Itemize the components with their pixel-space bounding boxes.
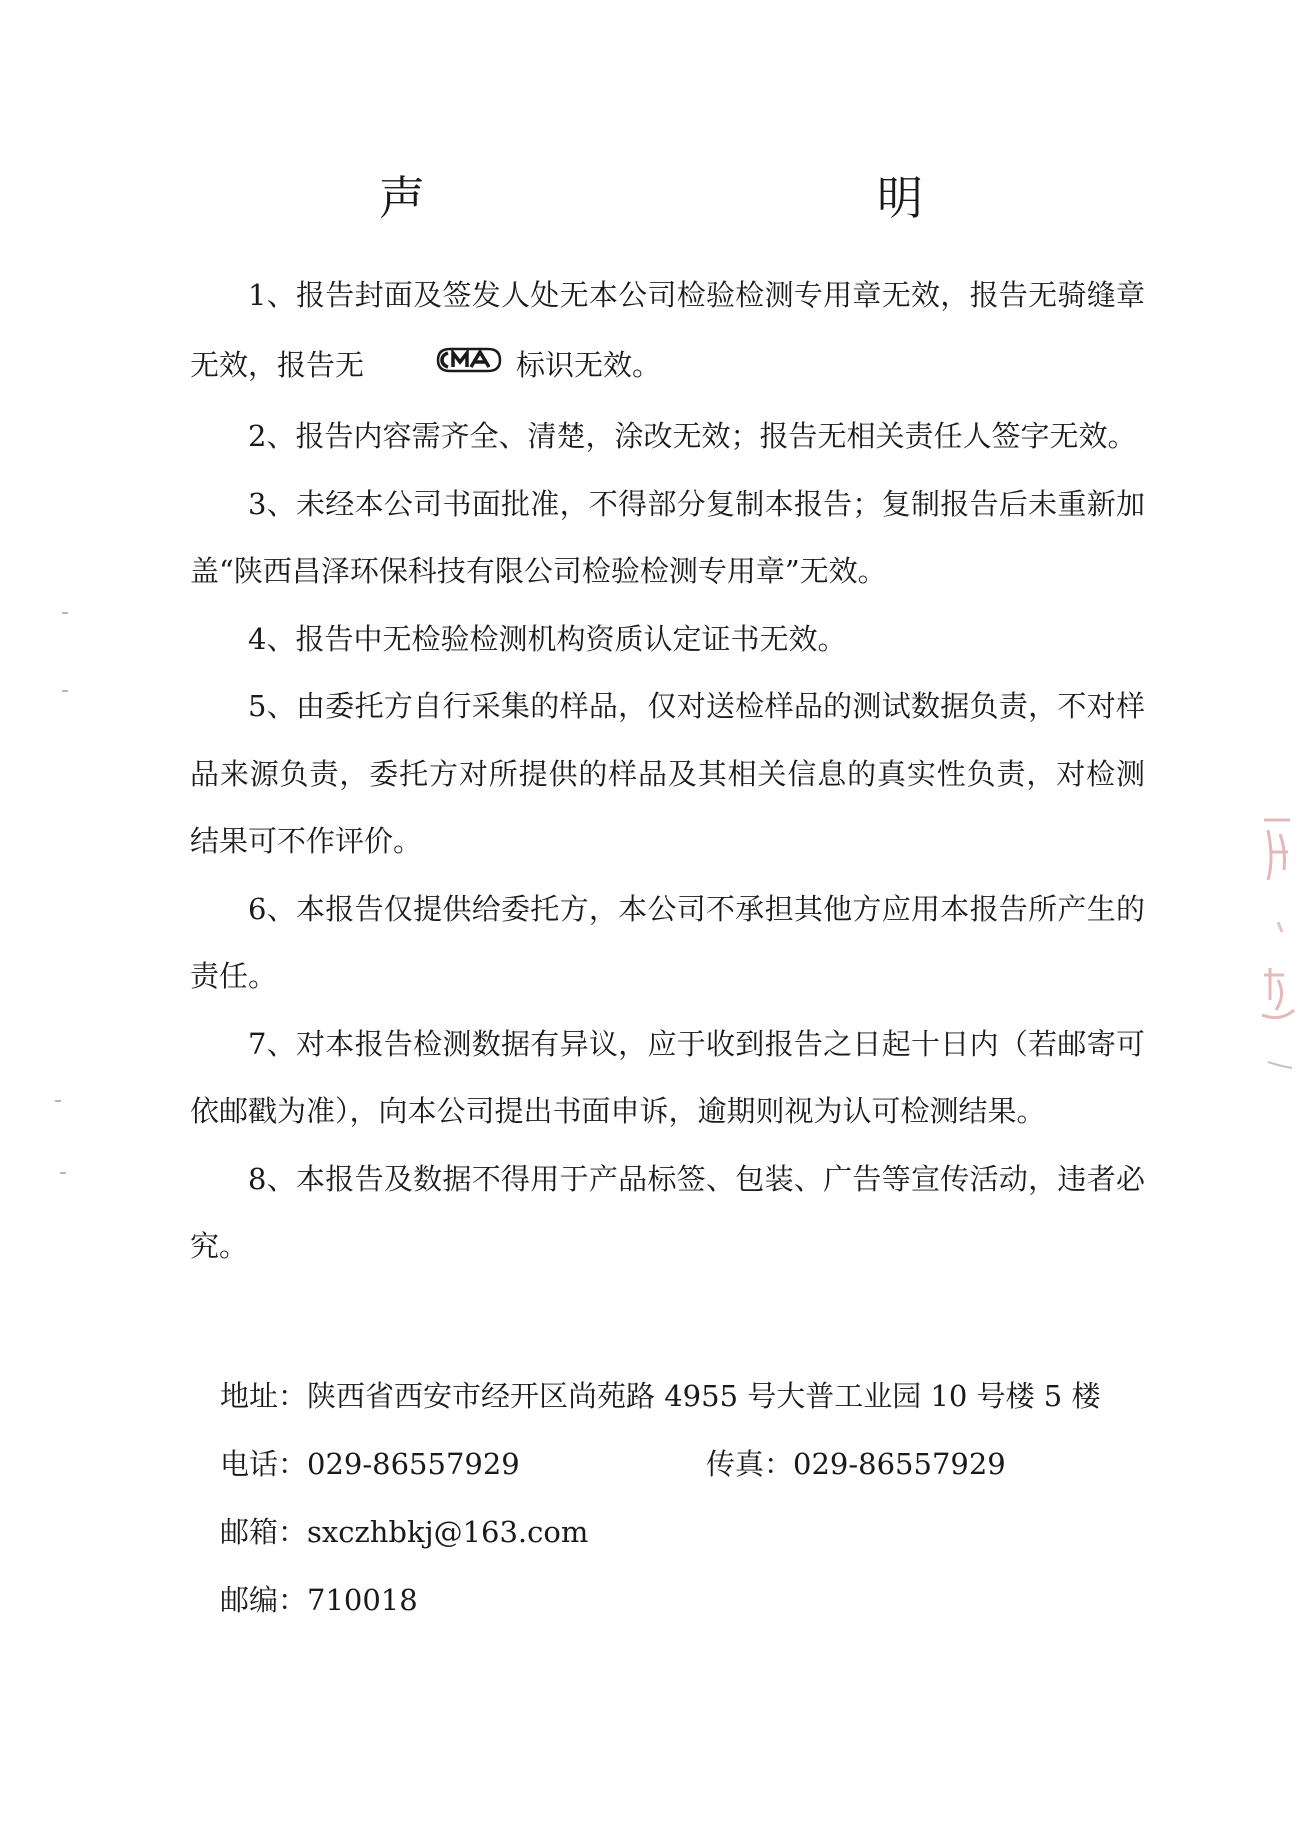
cma-logo-graphic	[436, 347, 502, 373]
contact-phone: 电话：029-86557929	[220, 1447, 520, 1481]
scan-mark	[60, 1172, 66, 1174]
scan-mark	[62, 612, 68, 614]
contact-address: 地址：陕西省西安市经开区尚苑路 4955 号大普工业园 10 号楼 5 楼	[220, 1379, 1101, 1413]
page-title: 声 明	[379, 171, 1043, 225]
clause-2: 2、报告内容需齐全、清楚，涂改无效；报告无相关责任人签字无效。	[248, 419, 1137, 453]
scan-mark	[55, 1100, 61, 1102]
seam-stamp-fragment-icon	[1250, 800, 1302, 1070]
clause-1-text: 1、报告封面及签发人处无本公司检验检测专用章无效，报告无骑缝章无效，报告无	[190, 278, 1145, 382]
contact-phone-row	[220, 1430, 1160, 1498]
clause-3: 3、未经本公司书面批准，不得部分复制本报告；复制报告后未重新加盖“陕西昌泽环保科技有限公司检验检测专用章”无效。	[190, 486, 1145, 588]
clause-1-text-end: 标识无效。	[516, 347, 662, 382]
clause-7: 7、对本报告检测数据有异议，应于收到报告之日起十日内（若邮寄可依邮戳为准），向本公司提出书面申诉，逾期则视为认可检测结果。	[190, 1026, 1145, 1128]
clause-1	[190, 262, 1145, 403]
contact-email: 邮箱：sxczhbkj@163.com	[220, 1515, 589, 1549]
scan-mark	[62, 690, 68, 692]
cma-logo-icon	[378, 330, 502, 398]
clause-6: 6、本报告仅提供给委托方，本公司不承担其他方应用本报告所产生的责任。	[190, 891, 1145, 993]
contact-block	[220, 1362, 1160, 1634]
contact-postcode: 邮编：710018	[220, 1583, 418, 1617]
statement-clauses	[190, 262, 1145, 1281]
contact-fax: 传真：029-86557929	[706, 1447, 1006, 1481]
clause-5: 5、由委托方自行采集的样品，仅对送检样品的测试数据负责，不对样品来源负责，委托方对所提供的样品及其相关信息的真实性负责，对检测结果可不作评价。	[190, 689, 1145, 858]
clause-8: 8、本报告及数据不得用于产品标签、包装、广告等宣传活动，违者必究。	[190, 1161, 1145, 1263]
clause-4: 4、报告中无检验检测机构资质认定证书无效。	[248, 621, 847, 656]
